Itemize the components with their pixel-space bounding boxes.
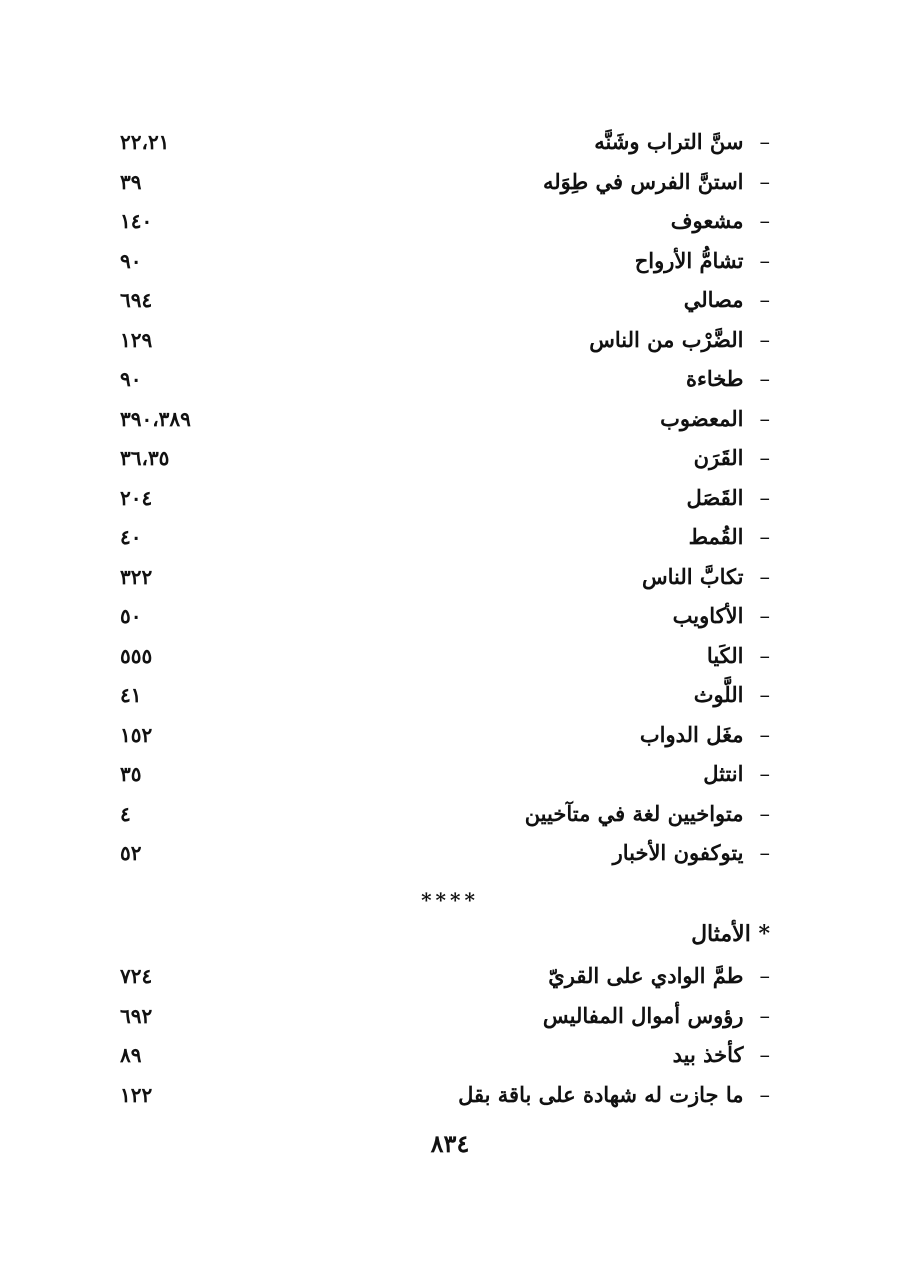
index-entry [110, 675, 770, 715]
list-dash: – [759, 722, 770, 747]
index-page-refs: ٣٩ [120, 169, 142, 194]
index-term [660, 399, 770, 439]
index-entry [110, 359, 770, 399]
index-entry [110, 956, 770, 996]
page-number: ٨٣٤ [430, 1129, 470, 1158]
index-term [703, 754, 770, 794]
index-term [642, 557, 770, 597]
section-heading-proverbs: * الأمثال [691, 921, 770, 947]
index-entry [110, 833, 770, 873]
index-term-text: مشعوف [670, 208, 744, 233]
index-term-text: طخاءة [685, 366, 744, 391]
index-entry [110, 241, 770, 281]
index-term-text: المعضوب [660, 405, 744, 431]
index-term [640, 715, 770, 755]
list-dash: – [759, 248, 770, 273]
index-page-refs: ١٢٩ [120, 327, 153, 352]
index-entry [110, 320, 770, 360]
index-term-text: يتوكفون الأخبار [612, 840, 744, 865]
index-entry [110, 1035, 770, 1075]
index-term-text: الكَيا [706, 642, 744, 668]
index-entry [110, 478, 770, 518]
index-entry [110, 399, 770, 439]
index-term [543, 162, 770, 202]
index-page-refs: ٦٩٢ [120, 1003, 153, 1028]
index-entry [110, 596, 770, 636]
index-term [635, 241, 770, 281]
index-entry [110, 1075, 770, 1115]
index-term [543, 996, 770, 1036]
index-term-text: انتثل [703, 761, 744, 786]
index-entry [110, 162, 770, 202]
index-page-refs: ٥٥٥ [120, 643, 153, 668]
index-term [548, 956, 770, 996]
index-term [613, 833, 770, 873]
list-dash: – [759, 1082, 770, 1107]
index-page-refs: ٦٩٤ [120, 288, 153, 312]
index-term [687, 478, 770, 518]
index-term-text: القُمط [688, 524, 744, 549]
index-page-refs: ٢٢،٢١ [120, 130, 170, 154]
index-entry [110, 636, 770, 676]
list-dash: – [759, 446, 770, 470]
index-term [694, 675, 770, 715]
index-term-text: استنَّ الفرس في طِوَله [542, 168, 744, 194]
index-page-refs: ٣٦،٣٥ [120, 446, 170, 470]
list-dash: – [759, 1043, 770, 1067]
index-page-refs: ٣٩٠،٣٨٩ [120, 406, 191, 431]
index-term [458, 1075, 770, 1115]
list-dash: – [759, 841, 770, 865]
index-page-refs: ٧٢٤ [120, 964, 153, 988]
index-term-text: كأخذ بيد [672, 1042, 744, 1067]
index-term-text: الأكاويب [672, 603, 744, 628]
list-dash: – [759, 964, 770, 988]
index-term-text: مصالي [683, 287, 744, 312]
index-page-refs: ٨٩ [120, 1043, 142, 1067]
index-entry [110, 517, 770, 557]
index-term-text: سنَّ التراب وشَنَّه [594, 129, 744, 154]
index-term-text: ما جازت له شهادة على باقة بقل [458, 1081, 744, 1107]
index-term [707, 636, 770, 676]
list-dash: – [759, 130, 770, 154]
index-term [673, 596, 770, 636]
index-page-refs: ٩٠ [120, 248, 142, 273]
index-term-text: تكابَّ الناس [641, 563, 744, 589]
index-entry [110, 996, 770, 1036]
section-separator: **** [421, 888, 479, 912]
list-dash: – [759, 406, 770, 431]
index-page-refs: ٣٢٢ [120, 564, 153, 589]
index-page-refs: ٤١ [120, 683, 142, 707]
index-term [673, 1035, 770, 1075]
index-entry [110, 280, 770, 320]
index-term [686, 359, 770, 399]
list-dash: – [759, 525, 770, 549]
list-dash: – [759, 683, 770, 707]
list-dash: – [759, 604, 770, 628]
index-page-refs: ٥٠ [120, 604, 142, 628]
index-page-refs: ٤ [120, 801, 131, 826]
index-page-refs: ١٥٢ [120, 722, 153, 747]
index-term-text: طمَّ الوادي على القريّ [548, 963, 744, 988]
index-term [694, 438, 770, 478]
index-term [689, 517, 770, 557]
index-page-refs: ٥٢ [120, 841, 142, 865]
index-entry [110, 122, 770, 162]
index-term [525, 794, 770, 834]
list-dash: – [759, 367, 770, 391]
index-entry [110, 438, 770, 478]
index-term-text: متواخيين لغة في متآخيين [524, 800, 744, 826]
index-page-refs: ١٤٠ [120, 209, 153, 233]
index-term [671, 201, 770, 241]
index-entry [110, 201, 770, 241]
index-entry [110, 715, 770, 755]
index-term-text: تشامُّ الأرواح [634, 247, 744, 273]
index-page-refs: ١٢٢ [120, 1082, 153, 1107]
index-term [594, 122, 770, 162]
index-term-text: مغَل الدواب [639, 721, 744, 747]
list-dash: – [759, 485, 770, 510]
index-term-text: القَصَل [686, 484, 744, 510]
list-dash: – [759, 169, 770, 194]
list-dash: – [759, 564, 770, 589]
index-term-text: القَرَن [693, 445, 744, 470]
list-dash: – [759, 288, 770, 312]
index-page-refs: ٣٥ [120, 762, 142, 786]
index-page-refs: ٩٠ [120, 367, 142, 391]
index-entry [110, 754, 770, 794]
index-term-text: رؤوس أموال المفاليس [542, 1002, 744, 1028]
list-dash: – [759, 327, 770, 352]
index-page-refs: ٢٠٤ [120, 485, 153, 510]
index-term [684, 280, 770, 320]
list-dash: – [759, 1003, 770, 1028]
index-page-refs: ٤٠ [120, 525, 142, 549]
list-dash: – [759, 209, 770, 233]
list-dash: – [759, 801, 770, 826]
index-entry [110, 557, 770, 597]
index-term-text: اللَّوث [693, 682, 744, 707]
index-term [589, 320, 770, 360]
list-dash: – [759, 643, 770, 668]
list-dash: – [759, 762, 770, 786]
index-term-text: الضَّرْب من الناس [589, 326, 744, 352]
index-entry [110, 794, 770, 834]
